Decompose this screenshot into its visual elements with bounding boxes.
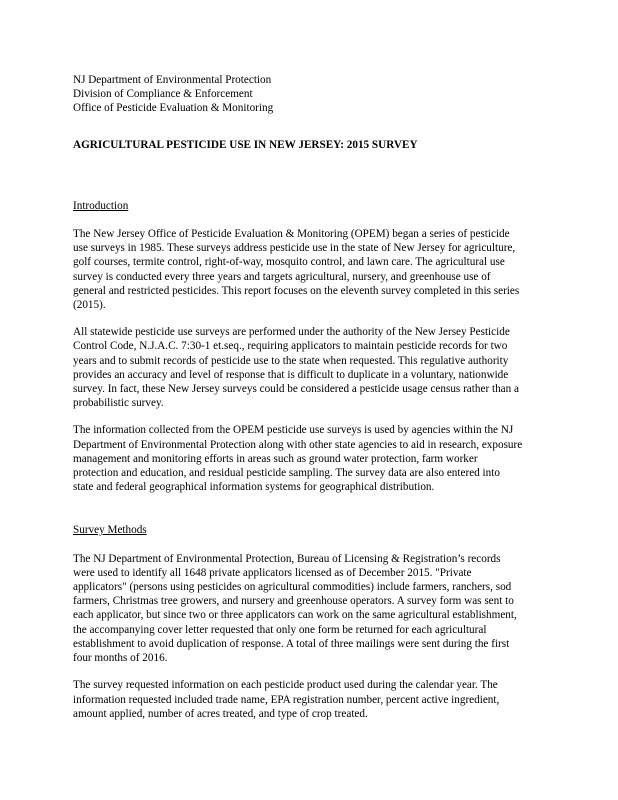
text-line: The NJ Department of Environmental Protection, Bureau of Licensing & Registration’s records — [73, 552, 501, 565]
document-page — [73, 73, 551, 721]
survey-methods-paragraph-2 — [73, 678, 551, 721]
text-line: state and federal geographical information systems for geographical distribution. — [73, 481, 435, 494]
text-line: All statewide pesticide use surveys are performed under the authority of the New Jersey Pesticide — [73, 326, 510, 339]
header-division: Division of Compliance & Enforcement — [73, 88, 253, 101]
text-line: The information collected from the OPEM pesticide use surveys is used by agencies within the NJ — [73, 424, 514, 437]
survey-methods-paragraph-1 — [73, 552, 551, 666]
text-line: survey is conducted every three years and targets agricultural, nursery, and greenhouse use of — [73, 270, 491, 283]
text-line: golf courses, termite control, right-of-way, mosquito control, and lawn care. The agricultural use — [73, 256, 505, 269]
text-line: each applicator, but since two or three applicators can work on the same agricultural establishment, — [73, 609, 517, 622]
text-line: Control Code, N.J.A.C. 7:30-1 et.seq., requiring applicators to maintain pesticide records for two — [73, 340, 508, 353]
text-line: applicators" (persons using pesticides on agricultural commodities) include farmers, ranchers, sod — [73, 581, 512, 594]
text-line: were used to identify all 1648 private applicators licensed as of December 2015. "Private — [73, 566, 472, 579]
introduction-paragraph-3 — [73, 423, 551, 494]
header-office: Office of Pesticide Evaluation & Monitoring — [73, 102, 274, 115]
text-line: four months of 2016. — [73, 652, 168, 665]
text-line: general and restricted pesticides. This report focuses on the eleventh survey completed in this series — [73, 284, 520, 297]
text-line: Department of Environmental Protection along with other state agencies to aid in research, exposure — [73, 438, 523, 451]
header-department: NJ Department of Environmental Protection — [73, 74, 272, 86]
text-line: management and monitoring efforts in areas such as ground water protection, farm worker — [73, 452, 478, 465]
survey-methods-heading: Survey Methods — [73, 524, 147, 537]
text-line: probabilistic survey. — [73, 397, 164, 410]
text-line: survey. In fact, these New Jersey surveys could be considered a pesticide usage census rather than a — [73, 383, 519, 396]
text-line: farmers, Christmas tree growers, and nursery and greenhouse operators. A survey form was sent to — [73, 595, 514, 608]
introduction-paragraph-2 — [73, 325, 551, 410]
text-line: (2015). — [73, 299, 106, 312]
text-line: amount applied, number of acres treated, and type of crop treated. — [73, 707, 368, 720]
text-line: information requested included trade name, EPA registration number, percent active ingredient, — [73, 693, 500, 706]
text-line: The survey requested information on each pesticide product used during the calendar year. The — [73, 679, 498, 692]
text-line: use surveys in 1985. These surveys address pesticide use in the state of New Jersey for agriculture, — [73, 242, 516, 255]
introduction-paragraph-1 — [73, 227, 551, 312]
text-line: establishment to avoid duplication of response. A total of three mailings were sent during the first — [73, 637, 510, 650]
introduction-heading: Introduction — [73, 199, 129, 212]
text-line: The New Jersey Office of Pesticide Evaluation & Monitoring (OPEM) began a series of pesticide — [73, 228, 510, 241]
text-line: the accompanying cover letter requested that only one form be returned for each agricultural — [73, 623, 487, 636]
text-line: provides an accuracy and level of response that is difficult to duplicate in a voluntary, nationwide — [73, 368, 509, 381]
text-line: years and to submit records of pesticide use to the state when requested. This regulative authority — [73, 354, 509, 367]
document-title: AGRICULTURAL PESTICIDE USE IN NEW JERSEY: 2015 SURVEY — [73, 138, 418, 151]
text-line: protection and education, and residual pesticide sampling. The survey data are also entered into — [73, 467, 500, 480]
agency-header — [73, 73, 551, 116]
